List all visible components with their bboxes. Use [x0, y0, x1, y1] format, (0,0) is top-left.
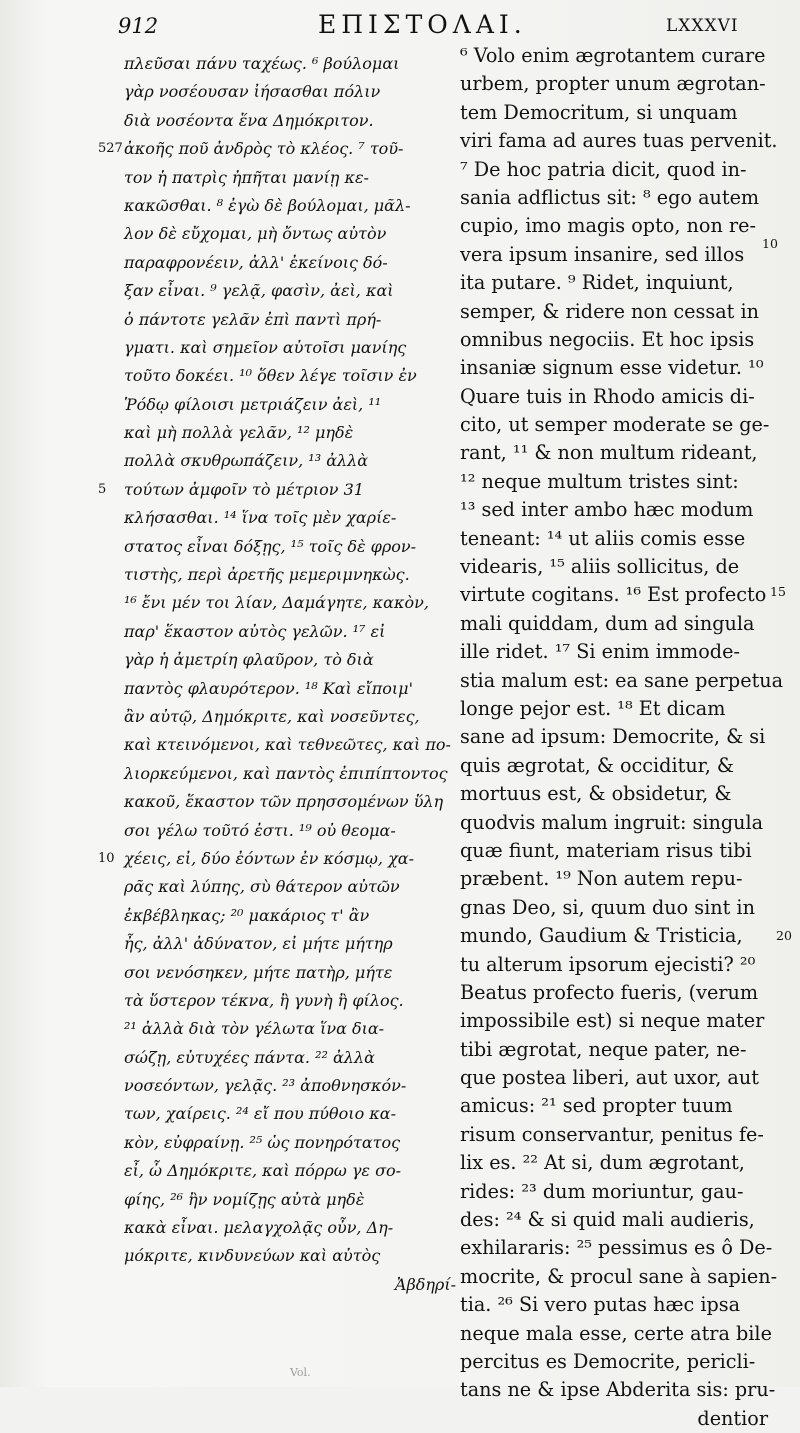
- latin-line-text: lix es. ²² At si, dum ægrotant,: [460, 1151, 745, 1175]
- greek-text-line: [102, 391, 458, 419]
- latin-line-text: tu alterum ipsorum ejecisti? ²⁰: [460, 952, 756, 976]
- latin-text-line: [452, 1007, 768, 1035]
- greek-line-text: γὰρ ἡ ἀμετρίη φλαῦρον, τὸ διὰ: [124, 650, 374, 670]
- latin-line-text: quis ægrotat, & occiditur, &: [460, 753, 735, 777]
- latin-text-line: [452, 269, 768, 297]
- greek-text-line: [102, 277, 458, 305]
- latin-text-line: [452, 837, 768, 865]
- greek-line-text: πολλὰ σκυθρωπάζειν, ¹³ ἀλλὰ: [124, 451, 369, 471]
- greek-text-line: [102, 1100, 458, 1128]
- greek-text-line: [102, 533, 458, 561]
- latin-line-text: rides: ²³ dum moriuntur, gau-: [460, 1179, 744, 1203]
- latin-line-text: percitus es Democrite, pericli-: [460, 1349, 756, 1373]
- latin-text-line: [452, 1291, 768, 1319]
- latin-text-line: [452, 723, 768, 751]
- latin-text-column: [452, 42, 784, 1433]
- latin-text-line: [452, 865, 768, 893]
- latin-line-text: virtute cogitans. ¹⁶ Est profecto: [460, 583, 767, 607]
- greek-line-text: Ῥόδῳ φίλοισι μετριάζειν ἀεὶ, ¹¹: [124, 394, 382, 414]
- latin-line-text: ita putare. ⁹ Ridet, inquiunt,: [460, 271, 734, 295]
- greek-text-line: [102, 50, 458, 78]
- greek-text-line: [102, 220, 458, 248]
- latin-line-text: dentior: [697, 1406, 768, 1430]
- greek-text-line: [102, 589, 458, 617]
- greek-text-line: [102, 306, 458, 334]
- latin-text-line: [452, 1121, 768, 1149]
- latin-text-line: [452, 1320, 772, 1348]
- greek-line-text: στατος εἶναι δόξῃς, ¹⁵ τοῖς δὲ φρον-: [124, 536, 417, 556]
- greek-margin-number: 10: [98, 850, 115, 866]
- greek-text-line: [102, 1271, 458, 1299]
- latin-text-line: [452, 468, 768, 496]
- greek-text-line: [102, 1214, 458, 1242]
- greek-line-text: των, χαίρεις. ²⁴ εἴ που πύθοιο κα-: [124, 1104, 396, 1124]
- greek-line-text: ρᾶς καὶ λύπης, σὺ θάτερον αὐτῶν: [124, 877, 400, 897]
- latin-line-text: ⁷ De hoc patria dicit, quod in-: [460, 157, 747, 181]
- latin-line-text: semper, & ridere non cessat in: [460, 299, 759, 323]
- greek-line-text: εἶ, ὦ Δημόκριτε, καὶ πόρρω γε σο-: [124, 1161, 402, 1181]
- greek-line-text: κὸν, εὐφραίνῃ. ²⁵ ὡς πονηρότατος: [124, 1132, 401, 1152]
- latin-line-text: exhilararis: ²⁵ pessimus es ô De-: [460, 1236, 773, 1260]
- greek-text-line: [102, 1044, 458, 1072]
- running-header: [0, 8, 800, 42]
- latin-line-text: rant, ¹¹ & non multum rideant,: [460, 441, 758, 465]
- greek-line-text: τον ἡ πατρὶς ἠπῆται μανίῃ κε-: [124, 167, 369, 187]
- latin-line-text: ¹² neque multum tristes sint:: [460, 469, 739, 493]
- latin-line-text: ille ridet. ¹⁷ Si enim immode-: [460, 640, 740, 664]
- latin-line-text: ⁶ Volo enim ægrotantem curare: [460, 44, 766, 67]
- latin-text-line: [452, 1178, 768, 1206]
- latin-text-line: [452, 1206, 768, 1234]
- greek-text-line: [98, 845, 458, 873]
- greek-text-line: [102, 930, 458, 958]
- latin-text-line: [452, 610, 768, 638]
- greek-text-line: [102, 788, 458, 816]
- greek-margin-number: 527: [98, 141, 123, 157]
- latin-line-text: tans ne & ipse Abderita sis: pru-: [460, 1378, 776, 1402]
- greek-text-line: [102, 1072, 458, 1100]
- latin-line-text: impossibile est) si neque mater: [460, 1009, 765, 1033]
- latin-line-text: quæ fiunt, materiam risus tibi: [460, 838, 752, 862]
- latin-text-line: [452, 127, 778, 155]
- greek-line-text: γματι. καὶ σημεῖον αὐτοῖσι μανίης: [124, 337, 407, 357]
- latin-line-text: mortuus est, & obsidetur, &: [460, 782, 732, 806]
- greek-line-text: χέεις, εἰ, δύο ἐόντων ἐν κόσμῳ, χα-: [124, 848, 415, 868]
- greek-line-text: τιστὴς, περὶ ἀρετῆς μεμεριμνηκὼς.: [124, 565, 410, 585]
- greek-text-line: [102, 1242, 458, 1270]
- greek-text-line: [102, 873, 458, 901]
- latin-line-text: mocrite, & procul sane à sapien-: [460, 1264, 778, 1288]
- latin-text-line: [452, 1234, 773, 1262]
- greek-line-text: σοι γέλω τοῦτό ἐστι. ¹⁹ οὐ θεομα-: [124, 820, 396, 840]
- latin-line-text: mali quiddam, dum ad singula: [460, 611, 755, 635]
- latin-line-text: tia. ²⁶ Si vero putas hæc ipsa: [460, 1293, 741, 1317]
- latin-line-text: sania adflictus sit: ⁸ ego autem: [460, 185, 760, 209]
- greek-line-text: παραφρονέειν, ἀλλ' ἐκείνοις δό-: [124, 252, 388, 272]
- latin-line-text: tem Democritum, si unquam: [460, 100, 738, 124]
- greek-text-line: [102, 334, 458, 362]
- latin-text-line: [452, 1149, 768, 1177]
- latin-line-text: vera ipsum insanire, sed illos: [460, 242, 745, 266]
- faint-footer-text: Vol.: [290, 1366, 311, 1379]
- margin-line-number: 20: [776, 928, 792, 943]
- greek-text-line: [102, 447, 458, 475]
- greek-text-line: [102, 618, 458, 646]
- latin-text-line: [452, 1036, 768, 1064]
- greek-line-text: ¹⁶ ἔνι μέν τοι λίαν, Δαμάγητε, κακὸν,: [124, 593, 429, 613]
- greek-line-text: σώζῃ, εὐτυχέες πάντα. ²² ἀλλὰ: [124, 1047, 375, 1067]
- latin-line-text: que postea liberi, aut uxor, aut: [460, 1066, 759, 1090]
- page-number: 912: [118, 14, 159, 38]
- latin-text-line: [452, 922, 768, 950]
- latin-line-text: videaris, ¹⁵ aliis sollicitus, de: [460, 555, 740, 579]
- running-title: ΕΠΙΣΤΟΛΑΙ.: [318, 10, 527, 39]
- greek-text-line: [102, 419, 458, 447]
- latin-line-text: teneant: ¹⁴ ut aliis comis esse: [460, 526, 746, 550]
- latin-text-line: [452, 212, 768, 240]
- latin-text-line: [452, 1405, 768, 1433]
- greek-text-line: [102, 817, 458, 845]
- greek-line-text: τοῦτο δοκέει. ¹⁰ ὅθεν λέγε τοῖσιν ἐν: [124, 366, 417, 386]
- greek-line-text: τούτων ἀμφοῖν τὸ μέτριον 31: [124, 479, 364, 499]
- greek-line-text: παρ' ἕκαστον αὐτὸς γελῶν. ¹⁷ εἰ: [124, 621, 386, 641]
- greek-line-text: λιορκεύμενοι, καὶ παντὸς ἐπιπίπτοντος: [124, 763, 448, 783]
- latin-line-text: urbem, propter unum ægrotan-: [460, 72, 766, 96]
- latin-text-line: [452, 525, 768, 553]
- greek-text-line: [102, 164, 458, 192]
- latin-line-text: longe pejor est. ¹⁸ Et dicam: [460, 696, 726, 720]
- greek-text-line: [102, 1186, 458, 1214]
- greek-text-line: [98, 476, 458, 504]
- latin-text-line: [452, 241, 768, 269]
- latin-text-line: [452, 326, 768, 354]
- latin-line-text: præbent. ¹⁹ Non autem repu-: [460, 867, 743, 891]
- greek-text-line: [102, 107, 458, 135]
- latin-text-line: [452, 99, 768, 127]
- greek-text-line: [102, 249, 458, 277]
- latin-text-line: [452, 894, 768, 922]
- letter-number: LXXXVI: [666, 16, 739, 36]
- latin-text-line: [452, 979, 768, 1007]
- latin-text-line: [452, 496, 768, 524]
- latin-text-line: [452, 581, 768, 609]
- latin-line-text: gnas Deo, si, quum duo sint in: [460, 895, 755, 919]
- latin-text-line: [452, 1263, 778, 1291]
- greek-line-text: μόκριτε, κινδυνεύων καὶ αὐτὸς: [124, 1246, 381, 1266]
- greek-text-line: [102, 987, 458, 1015]
- margin-line-number: 10: [762, 236, 778, 251]
- greek-line-text: τὰ ὕστερον τέκνα, ἢ γυνὴ ἢ φίλος.: [124, 990, 404, 1010]
- greek-text-line: [102, 561, 458, 589]
- greek-text-line: [102, 902, 458, 930]
- greek-line-text: γὰρ νοσέουσαν ἰήσασθαι πόλιν: [124, 82, 381, 102]
- latin-line-text: omnibus negociis. Et hoc ipsis: [460, 327, 755, 351]
- latin-text-line: [452, 298, 768, 326]
- greek-line-text: Ἀβδηρί-: [394, 1274, 456, 1294]
- greek-line-text: παντὸς φλαυρότερον. ¹⁸ Καὶ εἴποιμ': [124, 678, 413, 698]
- greek-line-text: λον δὲ εὔχομαι, μὴ ὄντως αὐτὸν: [124, 224, 387, 244]
- greek-text-line: [98, 135, 458, 163]
- latin-line-text: amicus: ²¹ sed propter tuum: [460, 1094, 733, 1118]
- latin-text-line: [452, 951, 768, 979]
- margin-line-number: 15: [770, 584, 786, 599]
- latin-text-line: [452, 439, 768, 467]
- greek-text-column: [98, 50, 458, 1299]
- greek-text-line: [102, 1157, 458, 1185]
- greek-line-text: κακῶσθαι. ⁸ ἐγὼ δὲ βούλομαι, μᾶλ-: [124, 195, 411, 215]
- greek-text-line: [102, 959, 458, 987]
- latin-line-text: insaniæ signum esse videtur. ¹⁰: [460, 356, 764, 380]
- greek-line-text: διὰ νοσέοντα ἕνα Δημόκριτον.: [124, 110, 374, 130]
- greek-text-line: [102, 760, 458, 788]
- greek-margin-number: 5: [98, 481, 107, 497]
- latin-text-line: [452, 383, 768, 411]
- greek-text-line: [102, 78, 458, 106]
- greek-text-line: [102, 675, 458, 703]
- latin-line-text: stia malum est: ea sane perpetua: [460, 668, 784, 692]
- latin-line-text: Quare tuis in Rhodo amicis di-: [460, 384, 755, 408]
- greek-text-line: [102, 504, 458, 532]
- greek-line-text: ἀκοῆς ποῦ ἀνδρὸς τὸ κλέος. ⁷ τοῦ-: [124, 139, 404, 159]
- greek-text-line: [102, 1015, 458, 1043]
- latin-text-line: [452, 1376, 776, 1404]
- latin-text-line: [452, 695, 768, 723]
- latin-line-text: viri fama ad aures tuas pervenit.: [460, 129, 778, 153]
- latin-line-text: tibi ægrotat, neque pater, ne-: [460, 1037, 747, 1061]
- greek-line-text: καὶ κτεινόμενοι, καὶ τεθνεῶτες, καὶ πο-: [124, 735, 451, 755]
- latin-line-text: cito, ut semper moderate se ge-: [460, 413, 770, 437]
- latin-text-line: [452, 1064, 768, 1092]
- greek-line-text: κλήσασθαι. ¹⁴ ἵνα τοῖς μὲν χαρίε-: [124, 508, 397, 528]
- greek-line-text: ἐκβέβληκας; ²⁰ μακάριος τ' ἂν: [124, 905, 370, 925]
- greek-line-text: σοι νενόσηκεν, μήτε πατὴρ, μήτε: [124, 962, 393, 982]
- latin-line-text: sane ad ipsum: Democrite, & si: [460, 725, 766, 749]
- greek-text-line: [102, 646, 458, 674]
- greek-line-text: κακὰ εἶναι. μελαγχολᾷς οὖν, Δη-: [124, 1218, 394, 1238]
- greek-line-text: φίης, ²⁶ ἢν νομίζῃς αὐτὰ μηδὲ: [124, 1189, 365, 1209]
- greek-line-text: ἦς, ἀλλ' ἀδύνατον, εἰ μήτε μήτηρ: [124, 934, 393, 954]
- latin-text-line: [452, 42, 768, 70]
- latin-line-text: neque mala esse, certe atra bile: [460, 1321, 772, 1345]
- greek-text-line: [102, 362, 458, 390]
- latin-text-line: [452, 1348, 768, 1376]
- latin-text-line: [452, 184, 768, 212]
- greek-text-line: [102, 1129, 458, 1157]
- greek-line-text: καὶ μὴ πολλὰ γελᾶν, ¹² μηδὲ: [124, 423, 354, 443]
- greek-line-text: νοσεόντων, γελᾷς. ²³ ἀποθνησκόν-: [124, 1076, 407, 1096]
- latin-text-line: [452, 638, 768, 666]
- greek-text-line: [102, 703, 458, 731]
- greek-text-line: [102, 192, 458, 220]
- latin-text-line: [452, 1092, 768, 1120]
- latin-line-text: des: ²⁴ & si quid mali audieris,: [460, 1208, 755, 1232]
- latin-text-line: [452, 809, 768, 837]
- latin-line-text: ¹³ sed inter ambo hæc modum: [460, 498, 754, 522]
- latin-line-text: Beatus profecto fueris, (verum: [460, 980, 759, 1004]
- latin-text-line: [452, 780, 768, 808]
- latin-text-line: [452, 156, 768, 184]
- greek-line-text: ἂν αὐτῷ, Δημόκριτε, καὶ νοσεῦντες,: [124, 706, 420, 726]
- greek-line-text: ξαν εἶναι. ⁹ γελᾷ, φασὶν, ἀεὶ, καὶ: [124, 281, 394, 301]
- latin-line-text: cupio, imo magis opto, non re-: [460, 214, 756, 238]
- greek-text-line: [102, 731, 458, 759]
- latin-text-line: [452, 553, 768, 581]
- greek-line-text: πλεῦσαι πάνυ ταχέως. ⁶ βούλομαι: [124, 54, 400, 73]
- latin-text-line: [452, 667, 784, 695]
- latin-text-line: [452, 70, 768, 98]
- greek-line-text: ὁ πάντοτε γελᾶν ἐπὶ παντὶ πρή-: [124, 309, 382, 329]
- latin-text-line: [452, 354, 768, 382]
- latin-line-text: quodvis malum ingruit: singula: [460, 810, 764, 834]
- latin-line-text: mundo, Gaudium & Tristicia,: [460, 924, 743, 948]
- latin-text-line: [452, 411, 768, 439]
- greek-line-text: κακοῦ, ἕκαστον τῶν πρησσομένων ὕλη: [124, 792, 444, 812]
- latin-line-text: risum conservantur, penitus fe-: [460, 1122, 764, 1146]
- latin-text-line: [452, 752, 768, 780]
- greek-line-text: ²¹ ἀλλὰ διὰ τὸν γέλωτα ἵνα δια-: [124, 1019, 385, 1039]
